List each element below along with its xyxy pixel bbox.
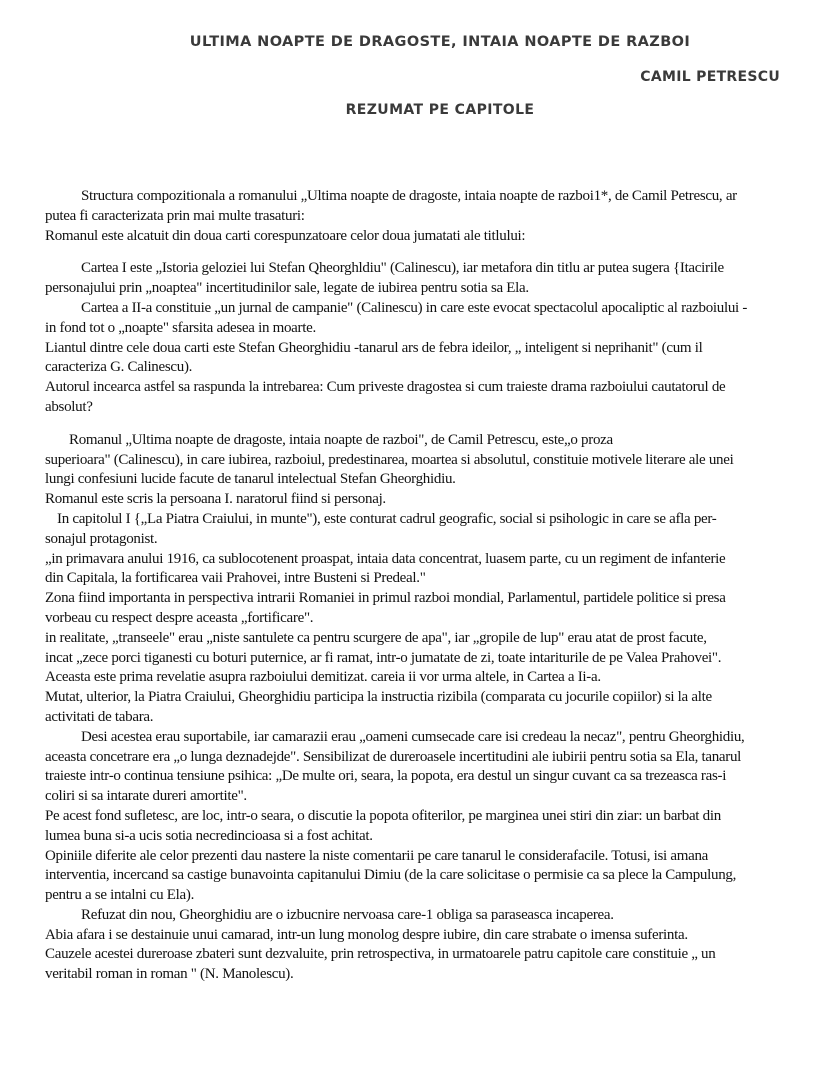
text-line: Cartea a II-a constituie „un jurnal de campanie" (Calinescu) in care este evocat spectacolul apocaliptic al razboiului -	[81, 299, 748, 316]
text-line: pentru a se intalni cu Ela).	[45, 887, 195, 904]
text-line: Desi acestea erau suportabile, iar camarazii erau „oameni cumsecade care isi credeau la necaz", pentru Gheorghidiu,	[81, 728, 745, 745]
paragraph-block	[45, 259, 788, 417]
text-line: superioara" (Calinescu), in care iubirea, razboiul, predestinarea, moartea si absolutul, constituie motivele literare ale unei	[45, 451, 734, 468]
text-line: in realitate, „transeele" erau „niste santulete ca pentru scurgere de apa", iar „gropile de lup" erau atat de prost facute,	[45, 629, 707, 646]
text-line: Liantul dintre cele doua carti este Stefan Gheorghidiu -tanarul ars de febra ideilor, „ inteligent si neprihanit" (cum il	[45, 339, 703, 356]
text-line: Pe acest fond sufletesc, are loc, intr-o seara, o discutie la popota ofiterilor, pe marginea unei stiri din ziar: un barbat din	[45, 807, 721, 824]
text-line: activitati de tabara.	[45, 708, 154, 725]
text-line: lumea buna si-a ucis sotia necredincioasa si a fost achitat.	[45, 827, 373, 844]
text-line: Mutat, ulterior, la Piatra Craiului, Gheorghidiu participa la instructia rizibila (comparata cu jocurile copiilor) si la alte	[45, 689, 712, 706]
text-line: lungi confesiuni lucide facute de tanarul intelectual Stefan Gheorghidiu.	[45, 471, 456, 488]
document-title: ULTIMA NOAPTE DE DRAGOSTE, INTAIA NOAPTE DE RAZBOI	[189, 34, 691, 50]
text-line: Aceasta este prima revelatie asupra razboiului demitizat. careia ii vor urma altele, in Cartea a Ii-a.	[45, 669, 601, 686]
text-line: „in primavara anului 1916, ca sublocotenent proaspat, intaia data concentrat, luasem parte, cu un regiment de infanterie	[45, 550, 726, 567]
text-line: in fond tot o „noapte" sfarsita adesea in moarte.	[45, 319, 316, 336]
document-header	[0, 0, 828, 118]
text-line: putea fi caracterizata prin mai multe trasaturi:	[45, 207, 305, 224]
text-line: absolut?	[45, 398, 93, 415]
document-body	[45, 187, 788, 985]
text-line: aceasta concetrare era „o lunga deznadejde". Sensibilizat de dureroasele incertitudini ale iubirii pentru sotia sa Ela, tanarul	[45, 748, 742, 765]
text-line: Romanul „Ultima noapte de dragoste, intaia noapte de razboi", de Camil Petrescu, este„o proza	[69, 431, 613, 448]
text-line: coliri si sa intarate dureri amortite".	[45, 788, 247, 805]
document-author: CAMIL PETRESCU	[640, 69, 780, 85]
text-line: vorbeau cu respect despre aceasta „fortificare".	[45, 609, 314, 626]
text-line: Zona fiind importanta in perspectiva intrarii Romaniei in primul razboi mondial, Parlamentul, partidele politice si presa	[45, 590, 726, 607]
text-line: Opiniile diferite ale celor prezenti dau nastere la niste comentarii pe care tanarul le considerafacile. Totusi, isi amana	[45, 847, 709, 864]
text-line: sonajul protagonist.	[45, 530, 158, 547]
text-line: incat „zece porci tiganesti cu boturi puternice, ar fi ramat, intr-o jumatate de zi, toate intariturile de pe Valea Prahovei".	[45, 649, 722, 666]
paragraph-block	[45, 187, 788, 246]
text-line: In capitolul I {„La Piatra Craiului, in munte"), este conturat cadrul geografic, social si psihologic in care se afla per-	[57, 510, 717, 527]
text-line: Abia afara i se destainuie unui camarad, intr-un lung monolog despre iubire, din care strabate o imensa suferinta.	[45, 926, 688, 943]
text-line: personajului prin „noaptea" incertitudinilor sale, legate de iubirea pentru sotia sa Ela.	[45, 280, 529, 297]
text-line: Refuzat din nou, Gheorghidiu are o izbucnire nervoasa care-1 obliga sa paraseasca incaperea.	[81, 906, 614, 923]
text-line: interventia, incercand sa castige bunavointa capitanului Dimiu (de la care solicitase o permisie ca sa plece la Campulung,	[45, 867, 737, 884]
text-line: Romanul este scris la persoana I. naratorul fiind si personaj.	[45, 491, 386, 508]
text-line: traieste intr-o continua tensiune psihica: „De multe ori, seara, la popota, era destul un singur cuvant ca sa trezeasca ras-i	[45, 768, 727, 785]
text-line: din Capitala, la fortificarea vaii Prahovei, intre Busteni si Predeal."	[45, 570, 426, 587]
document-subtitle: REZUMAT PE CAPITOLE	[345, 102, 535, 118]
text-line: Romanul este alcatuit din doua carti corespunzatoare celor doua jumatati ale titlului:	[45, 227, 526, 244]
text-line: Cauzele acestei dureroase zbateri sunt dezvaluite, prin retrospectiva, in urmatoarele patru capitole care constituie „ un	[45, 946, 716, 963]
text-line: Autorul incearca astfel sa raspunda la intrebarea: Cum priveste dragostea si cum traieste drama razboiului cautatorul de	[45, 379, 726, 396]
paragraph-block	[45, 431, 788, 985]
text-line: Cartea I este „Istoria geloziei lui Stefan Qheorghldiu" (Calinescu), iar metafora din titlu ar putea sugera {Itacirile	[81, 260, 724, 277]
text-line: Structura compozitionala a romanului „Ultima noapte de dragoste, intaia noapte de razboi1*, de Camil Petrescu, ar	[81, 188, 737, 204]
text-line: caracteriza G. Calinescu).	[45, 359, 193, 376]
text-line: veritabil roman in roman " (N. Manolescu).	[45, 966, 294, 983]
